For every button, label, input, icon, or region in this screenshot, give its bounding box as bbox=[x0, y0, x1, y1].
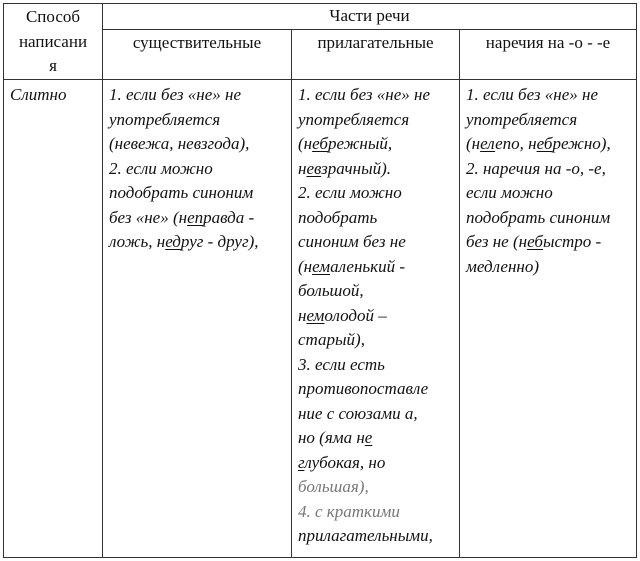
adjectives-line: 3. если есть bbox=[298, 354, 385, 374]
header-method-line-1: Способ bbox=[25, 7, 81, 26]
adjectives-line-underlined: глубокая, но bbox=[298, 452, 386, 472]
spelling-rules-table bbox=[3, 3, 637, 558]
adverbs-line: употребляется bbox=[466, 109, 578, 129]
cell-method bbox=[4, 80, 103, 558]
adjectives-line: большой, bbox=[298, 281, 364, 300]
adjectives-line: 4. с краткими bbox=[298, 501, 400, 521]
adjectives-line: ние с союзами а, bbox=[298, 403, 418, 423]
nouns-line: (невежа, невзгода), bbox=[109, 134, 250, 153]
adjectives-line: синоним без не bbox=[298, 232, 406, 251]
nouns-line: 1. если без «не» не bbox=[109, 85, 241, 104]
nouns-line: 2. если можно bbox=[109, 158, 213, 178]
adjectives-line-underlined: (немаленький - bbox=[298, 256, 406, 276]
underlined-fragment: ев bbox=[306, 158, 322, 178]
adverbs-line: медленно) bbox=[466, 256, 539, 276]
adjectives-line: большая), bbox=[298, 477, 369, 496]
adjectives-line: 2. если можно bbox=[298, 183, 402, 202]
cell-nouns bbox=[103, 80, 292, 558]
header-parts-of-speech: Части речи bbox=[103, 4, 637, 30]
underlined-fragment: ел bbox=[480, 134, 496, 153]
method-label: Слитно bbox=[10, 85, 67, 104]
adverbs-line: если можно bbox=[466, 183, 553, 202]
adjectives-line-underlined: (небрежный, bbox=[298, 134, 393, 153]
nouns-line-underlined: ложь, недруг - друг), bbox=[109, 232, 259, 251]
adjectives-line: подобрать bbox=[298, 207, 378, 227]
header-adjectives: прилагательные bbox=[292, 30, 460, 80]
adjectives-line: 1. если без «не» не bbox=[298, 85, 430, 104]
header-method-line-2: написани bbox=[18, 31, 88, 51]
nouns-line: подобрать синоним bbox=[109, 183, 254, 202]
underlined-fragment: е bbox=[364, 428, 373, 447]
header-method-line-3: я bbox=[49, 56, 57, 75]
underlined-fragment: г bbox=[298, 452, 305, 472]
header-nouns: существительные bbox=[103, 30, 292, 80]
nouns-line: употребляется bbox=[109, 109, 221, 129]
underlined-fragment: ем bbox=[312, 256, 331, 276]
adverbs-line-underlined: без не (небыстро - bbox=[466, 232, 602, 251]
adjectives-line: употребляется bbox=[298, 109, 410, 129]
adjectives-line-underlined: но (яма не bbox=[298, 428, 373, 447]
adverbs-line-underlined: (нелепо, небрежно), bbox=[466, 134, 611, 153]
underlined-fragment: еб bbox=[527, 232, 543, 251]
adjectives-line: прилагательными, bbox=[298, 526, 433, 545]
underlined-fragment: ем bbox=[306, 305, 325, 325]
cell-adverbs bbox=[460, 80, 637, 558]
adjectives-line-underlined: невзрачный). bbox=[298, 158, 392, 178]
header-adverbs: наречия на -о - -е bbox=[460, 30, 637, 80]
adjectives-line: старый), bbox=[298, 330, 365, 349]
adjectives-line: противопоставле bbox=[298, 379, 429, 398]
header-method bbox=[4, 4, 103, 80]
cell-adjectives bbox=[292, 80, 460, 558]
underlined-fragment: еп bbox=[187, 207, 204, 227]
underlined-fragment: еб bbox=[536, 134, 553, 153]
adverbs-line: 2. наречия на -о, -е, bbox=[466, 158, 606, 178]
adjectives-line-underlined: немолодой – bbox=[298, 305, 387, 325]
underlined-fragment: еб bbox=[312, 134, 328, 153]
table-row bbox=[4, 80, 637, 558]
nouns-line-underlined: без «не» (неправда - bbox=[109, 207, 255, 227]
underlined-fragment: ед bbox=[165, 232, 181, 251]
adverbs-line: подобрать синоним bbox=[466, 207, 611, 227]
adverbs-line: 1. если без «не» не bbox=[466, 85, 598, 104]
